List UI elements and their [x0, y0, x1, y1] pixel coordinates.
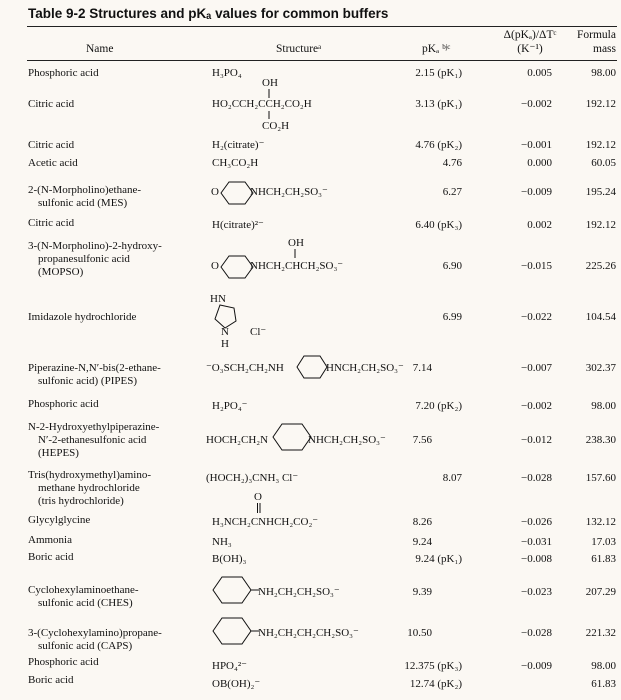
header-fm-line1: Formula	[577, 29, 616, 41]
morpholine-oxygen: O	[211, 186, 219, 198]
row-structure: NH₂CH₂CH₂CH₂SO₃⁻	[258, 627, 359, 639]
row-formula-mass: 192.12	[585, 98, 616, 110]
piperazine-ring-icon	[272, 422, 312, 452]
row-formula-mass: 195.24	[585, 186, 616, 198]
row-structure: H₃NCH₂CNHCH₂CO₂⁻	[212, 516, 319, 528]
row-name: Boric acid	[28, 551, 74, 563]
row-name: Citric acid	[28, 139, 75, 151]
row-structure: NH₃	[212, 536, 232, 548]
row-formula-mass: 225.26	[585, 260, 616, 272]
row-name: 3-(N-Morpholino)-2-hydroxy-	[28, 240, 162, 252]
row-formula-mass: 192.12	[585, 139, 616, 151]
row-name: Piperazine-N,N′-bis(2-ethane-	[28, 362, 161, 374]
row-dpka: −0.028	[521, 627, 552, 639]
morpholine-oxygen: O	[211, 260, 219, 272]
header-fm-line2: mass	[593, 43, 616, 55]
row-name: sulfonic acid (CAPS)	[38, 640, 133, 652]
row-formula-mass: 61.83	[591, 553, 616, 565]
row-name: N-2-Hydroxyethylpiperazine-	[28, 421, 160, 433]
row-name: N′-2-ethanesulfonic acid	[38, 434, 147, 446]
row-structure-top: OH	[262, 77, 278, 89]
row-structure: HPO₄²⁻	[212, 660, 247, 672]
row-dpka: −0.012	[521, 434, 552, 446]
cyclohexane-ring-icon	[212, 616, 264, 646]
table-title: Table 9-2 Structures and pKₐ values for common buffers	[28, 6, 389, 21]
row-structure-left: ⁻O₃SCH₂CH₂NH	[206, 362, 284, 374]
row-structure: H₃PO₄	[212, 67, 242, 79]
row-name: Citric acid	[28, 217, 75, 229]
row-formula-mass: 302.37	[585, 362, 616, 374]
imidazole-chloride: Cl⁻	[250, 326, 267, 338]
header-name: Name	[86, 43, 114, 55]
row-structure: CH₃CO₂H	[212, 157, 259, 169]
header-rule	[27, 60, 617, 61]
row-pka: 12.375 (pK₃)	[404, 660, 462, 672]
row-pka: 4.76	[442, 157, 462, 169]
row-formula-mass: 104.54	[585, 311, 616, 323]
row-structure: H₂(citrate)⁻	[212, 139, 265, 151]
row-name: sulfonic acid (CHES)	[38, 597, 133, 609]
row-structure: B(OH)₃	[212, 553, 247, 565]
row-dpka: −0.022	[521, 311, 552, 323]
row-dpka: −0.007	[521, 362, 552, 374]
row-dpka: −0.031	[521, 536, 552, 548]
row-structure: H₂PO₄⁻	[212, 400, 248, 412]
row-dpka: −0.023	[521, 586, 552, 598]
row-formula-mass: 98.00	[591, 660, 616, 672]
row-name: (MOPSO)	[38, 266, 84, 278]
imidazole-h: H	[221, 338, 229, 350]
row-dpka: 0.005	[527, 67, 552, 79]
row-name: Phosphoric acid	[28, 656, 99, 668]
row-dpka: 0.002	[527, 219, 552, 231]
row-pka: 6.27	[442, 186, 462, 198]
row-name: 3-(Cyclohexylamino)propane-	[28, 627, 162, 639]
row-dpka: −0.009	[521, 186, 552, 198]
header-dpka-line1: Δ(pKₐ)/ΔTᶜ	[503, 29, 557, 41]
row-pka: 7.56	[412, 434, 432, 446]
row-structure: NHCH₂CHCH₂SO₃⁻	[250, 260, 344, 272]
row-formula-mass: 238.30	[585, 434, 616, 446]
row-formula-mass: 98.00	[591, 67, 616, 79]
row-name: Cyclohexylaminoethane-	[28, 584, 139, 596]
imidazole-hn: HN	[210, 293, 226, 305]
bond-line	[294, 249, 296, 259]
row-pka: 9.24 (pK₁)	[415, 553, 462, 565]
row-name: (HEPES)	[38, 447, 79, 459]
row-structure: NH₂CH₂CH₂SO₃⁻	[258, 586, 340, 598]
row-pka: 9.24	[412, 536, 432, 548]
header-dpka-line2: (K⁻¹)	[517, 43, 543, 55]
row-name: sulfonic acid (MES)	[38, 197, 128, 209]
row-dpka: 0.000	[527, 157, 552, 169]
row-formula-mass: 60.05	[591, 157, 616, 169]
row-structure-top: O	[254, 491, 262, 503]
morpholine-ring-icon	[220, 180, 254, 206]
row-pka: 2.15 (pK₁)	[415, 67, 462, 79]
row-name: methane hydrochloride	[38, 482, 140, 494]
row-pka: 7.14	[412, 362, 432, 374]
row-name: Phosphoric acid	[28, 398, 99, 410]
cyclohexane-ring-icon	[212, 575, 264, 605]
row-name: Glycylglycine	[28, 514, 91, 526]
row-dpka: −0.002	[521, 98, 552, 110]
row-pka: 7.20 (pK₂)	[415, 400, 462, 412]
row-dpka: −0.002	[521, 400, 552, 412]
row-name: Ammonia	[28, 534, 72, 546]
row-dpka: −0.008	[521, 553, 552, 565]
row-name: propanesulfonic acid	[38, 253, 130, 265]
row-dpka: −0.028	[521, 472, 552, 484]
row-name: (tris hydrochloride)	[38, 495, 124, 507]
morpholine-ring-icon	[220, 254, 254, 280]
row-formula-mass: 132.12	[585, 516, 616, 528]
top-rule	[27, 26, 617, 27]
row-pka: 6.99	[442, 311, 462, 323]
row-name: Tris(hydroxymethyl)amino-	[28, 469, 152, 481]
row-name: 2-(N-Morpholino)ethane-	[28, 184, 142, 196]
row-dpka: −0.001	[521, 139, 552, 151]
piperazine-ring-icon	[296, 354, 328, 380]
row-dpka: −0.009	[521, 660, 552, 672]
row-name: Acetic acid	[28, 157, 78, 169]
carbonyl-bond	[256, 503, 262, 514]
header-structure: Structureᵃ	[276, 43, 322, 55]
row-pka: 4.76 (pK₂)	[415, 139, 462, 151]
row-pka: 9.39	[412, 586, 432, 598]
row-name: Imidazole hydrochloride	[28, 311, 137, 323]
row-formula-mass: 157.60	[585, 472, 616, 484]
row-structure: HO₂CCH₂CCH₂CO₂H	[212, 98, 312, 110]
row-structure: H(citrate)²⁻	[212, 219, 264, 231]
row-name: sulfonic acid) (PIPES)	[38, 375, 137, 387]
row-name: Citric acid	[28, 98, 75, 110]
row-pka: 10.50	[407, 627, 432, 639]
row-structure: (HOCH₂)₃CNH₃ Cl⁻	[206, 472, 299, 484]
row-formula-mass: 192.12	[585, 219, 616, 231]
row-formula-mass: 61.83	[591, 678, 616, 690]
row-pka: 12.74 (pK₂)	[409, 678, 462, 690]
row-structure: NHCH₂CH₂SO₃⁻	[250, 186, 328, 198]
row-formula-mass: 17.03	[591, 536, 616, 548]
row-structure-bottom: CO₂H	[262, 120, 290, 132]
row-dpka: −0.015	[521, 260, 552, 272]
header-pka: pKₐ ᵇʲᶜ	[422, 43, 451, 55]
row-pka: 8.07	[442, 472, 462, 484]
row-pka: 8.26	[412, 516, 432, 528]
bond-line	[268, 111, 270, 120]
row-structure: HNCH₂CH₂SO₃⁻	[326, 362, 404, 374]
row-pka: 6.90	[442, 260, 462, 272]
row-structure: NHCH₂CH₂SO₃⁻	[308, 434, 386, 446]
imidazole-n: N	[221, 326, 229, 338]
row-dpka: −0.026	[521, 516, 552, 528]
row-structure-top: OH	[288, 237, 304, 249]
row-formula-mass: 207.29	[585, 586, 616, 598]
row-structure-left: HOCH₂CH₂N	[206, 434, 269, 446]
row-formula-mass: 98.00	[591, 400, 616, 412]
row-name: Boric acid	[28, 674, 74, 686]
row-structure: OB(OH)₂⁻	[212, 678, 261, 690]
row-formula-mass: 221.32	[585, 627, 616, 639]
row-pka: 3.13 (pK₁)	[415, 98, 462, 110]
row-pka: 6.40 (pK₃)	[415, 219, 462, 231]
row-name: Phosphoric acid	[28, 67, 99, 79]
